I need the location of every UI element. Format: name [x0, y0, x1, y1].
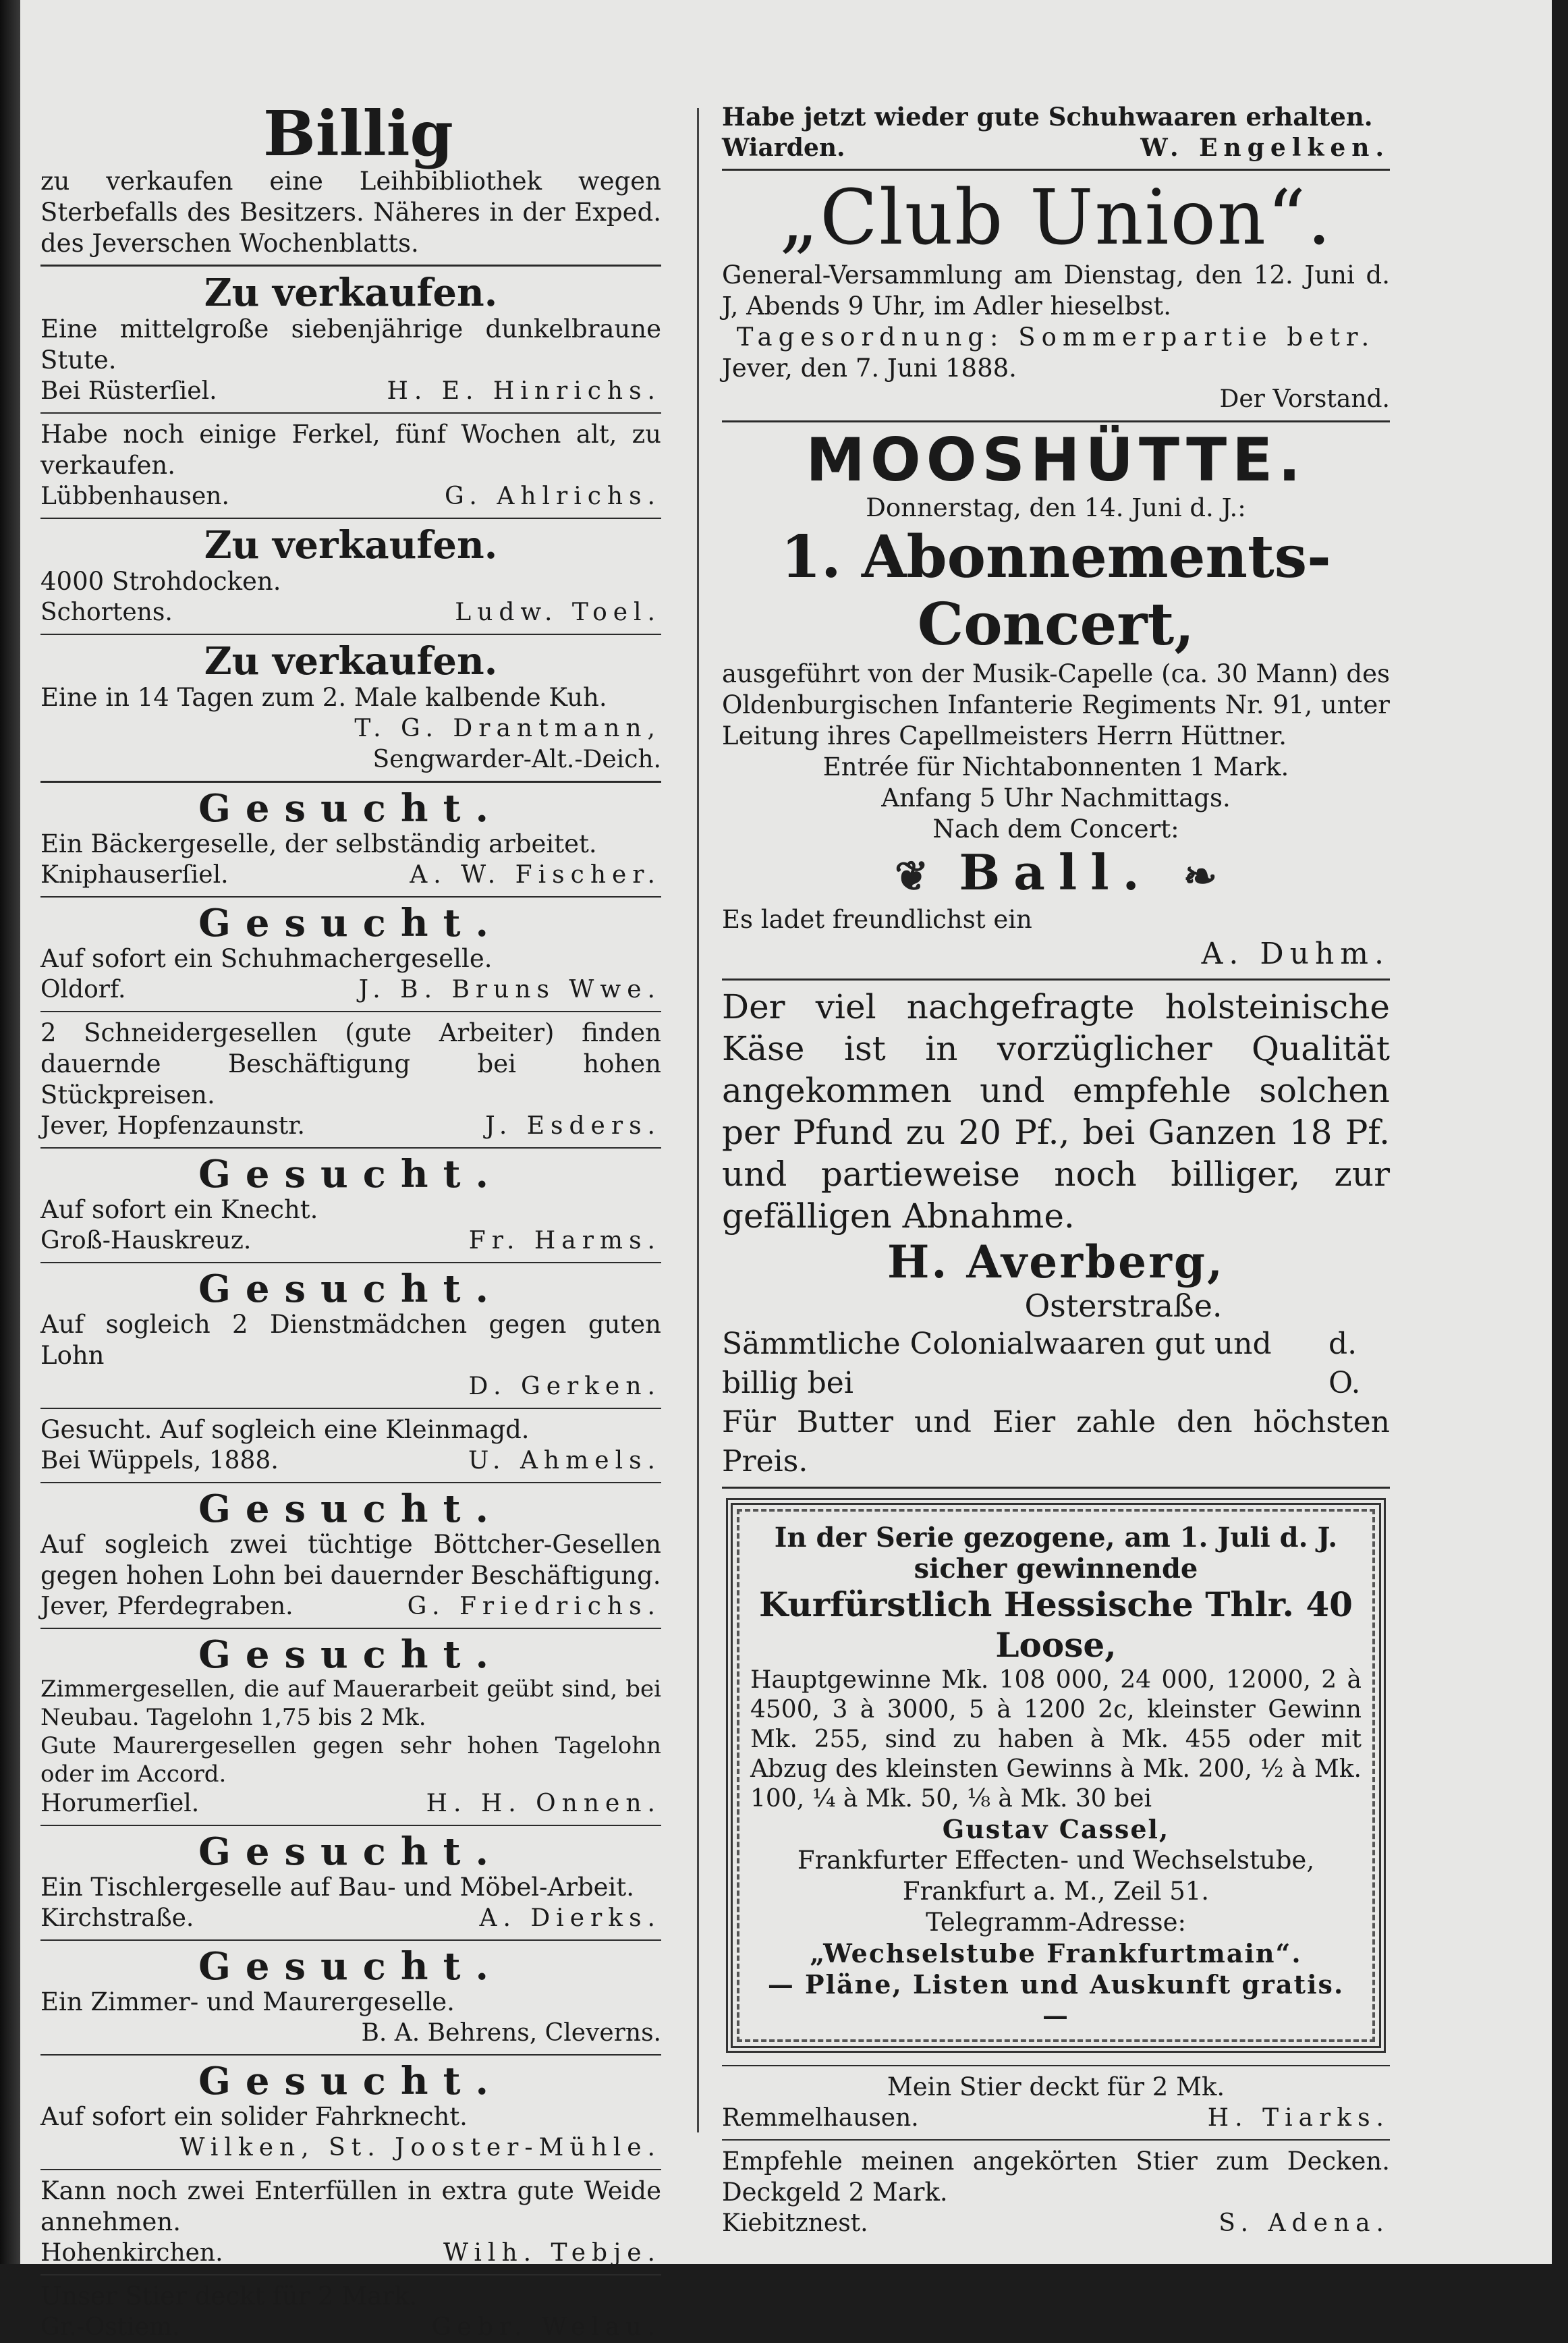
- ad-tischler: [40, 1831, 661, 1934]
- ad-enterfuellen: [40, 2176, 661, 2269]
- divider: [40, 412, 661, 414]
- ad-place: Hohenkirchen.: [40, 2239, 223, 2267]
- divider: [722, 1487, 1390, 1489]
- ad-heading: Gesucht.: [198, 2059, 503, 2103]
- ad-street: Osterstraße.: [1024, 1288, 1223, 1324]
- ad-signature: A. W. Fischer.: [410, 861, 661, 889]
- ad-signature: Wilh. Tebje.: [443, 2239, 661, 2267]
- ad-body: Eine in 14 Tagen zum 2. Male kalbende Kuh.: [40, 683, 607, 712]
- ad-body-2: Gute Maurergesellen gegen sehr hohen Tagelohn oder im Accord.: [40, 1732, 661, 1788]
- ad-place: Kniphauserſiel.: [40, 861, 229, 889]
- ad-ball: Ball.: [959, 844, 1153, 901]
- lotterie-firm: Gustav Cassel,: [942, 1814, 1170, 1844]
- ad-body: ausgeführt von der Musik-Capelle (ca. 30 Mann) des Oldenburgischen Infanterie Regiments Nr. 91, unter Leitung ihres Capellmeisters Herrn Hüttner.: [722, 659, 1390, 750]
- ad-body: Auf sofort ein solider Fahrknecht.: [40, 2102, 468, 2131]
- ad-signature: H. E. Hinrichs.: [387, 377, 661, 405]
- ad-heading: Gesucht.: [198, 786, 503, 831]
- ad-body: Auf sogleich 2 Dienstmädchen gegen guten Lohn: [40, 1310, 661, 1370]
- ad-body: Mein Stier deckt für 2 Mk.: [887, 2072, 1225, 2101]
- ad-start: Anfang 5 Uhr Nachmittags.: [881, 783, 1231, 812]
- ad-heading: Billig: [263, 97, 453, 170]
- ad-signature: H. Tiarks.: [1207, 2104, 1390, 2132]
- ad-kleinmagd: [40, 1414, 661, 1477]
- divider: [40, 1147, 661, 1149]
- ad-place: Kiebitznest.: [722, 2209, 868, 2237]
- ad-body: 2 Schneidergesellen (gute Arbeiter) finden dauernde Beschäftigung bei hohen Stückpreisen.: [40, 1018, 661, 1109]
- column-divider: [697, 108, 699, 2132]
- lotterie-address: Frankfurt a. M., Zeil 51.: [902, 1877, 1210, 1906]
- ad-signature: H. Averberg,: [887, 1236, 1225, 1288]
- divider: [40, 2274, 661, 2276]
- lotterie-title: Kurfürstlich Hessische Thlr. 40 Loose,: [759, 1584, 1353, 1665]
- ad-signature: D. Gerken.: [468, 1373, 661, 1400]
- ad-stier-tiarks: [722, 2072, 1390, 2134]
- ad-body: Kann noch zwei Enterfüllen in extra gute Weide annehmen.: [40, 2176, 661, 2236]
- ad-body: Der viel nachgefragte holsteinische Käse ist in vorzüglicher Qualität angekommen und empfehle solchen per Pfund zu 20 Pf., bei Ganzen 18 Pf. und partieweise noch billiger, zur gefälligen Abnahme.: [722, 987, 1390, 1236]
- ad-schuhwaaren: [722, 101, 1390, 163]
- ad-signature: Ludw. Toel.: [455, 599, 661, 626]
- ad-kaese: [722, 986, 1390, 1481]
- ad-billig: [40, 97, 661, 259]
- ad-place: Oldorf.: [40, 976, 126, 1003]
- divider: [40, 1011, 661, 1012]
- ad-butter: Für Butter und Eier zahle den höchsten Preis.: [722, 1405, 1390, 1479]
- ad-lotterie-box: [726, 1498, 1386, 2053]
- ad-colonial: Sämmtliche Colonialwaaren gut und billig bei: [722, 1327, 1272, 1400]
- ad-after: Nach dem Concert:: [932, 815, 1179, 844]
- divider: [40, 1628, 661, 1629]
- ad-heading: Gesucht.: [198, 1487, 503, 1531]
- lotterie-plans: — Pläne, Listen und Auskunft gratis. —: [767, 1969, 1345, 2031]
- ad-fahrknecht: [40, 2061, 661, 2163]
- ad-signature: S. Adena.: [1219, 2209, 1390, 2237]
- ad-body: Empfehle meinen angekörten Stier zum Decken. Deckgeld 2 Mark.: [722, 2147, 1390, 2207]
- ad-signature: Wilken, St. Jooster-Mühle.: [179, 2134, 661, 2161]
- ad-schneider: [40, 1018, 661, 1142]
- ad-signature: A. Dierks.: [479, 1904, 661, 1932]
- ad-body: Auf sogleich zwei tüchtige Böttcher-Gesellen gegen hohen Lohn bei dauernder Beschäftigung.: [40, 1530, 661, 1590]
- ad-club-union: [722, 176, 1390, 415]
- ad-signature: Gebr. Welau.: [431, 2313, 661, 2341]
- ad-heading: Gesucht.: [198, 1829, 503, 1874]
- ad-place: Remmelhausen.: [722, 2104, 919, 2132]
- lotterie-body: Hauptgewinne Mk. 108 000, 24 000, 12000, 2 à 4500, 3 à 3000, 5 à 1200 2c, kleinster Gewinn Mk. 255, sind zu haben à Mk. 455 oder mit Abzug des kleinsten Gewinns à Mk. 200, ½ à Mk. 100, ¼ à Mk. 50, ⅛ à Mk. 30 bei: [750, 1666, 1362, 1813]
- ad-dienstmaedchen: [40, 1269, 661, 1402]
- ad-signature: Der Vorstand.: [1219, 385, 1390, 413]
- ad-place: Groß-Hauskreuz.: [40, 1227, 252, 1255]
- ad-title: 1. Abonnements-Concert,: [781, 523, 1331, 659]
- ad-signature: G. Friedrichs.: [407, 1593, 661, 1620]
- ad-body: General-Versammlung am Dienstag, den 12. Juni d. J, Abends 9 Uhr, im Adler hieselbst.: [722, 260, 1390, 321]
- ad-date: Jever, den 7. Juni 1888.: [722, 354, 1017, 383]
- ad-body: Ein Bäckergeselle, der selbständig arbeitet.: [40, 829, 597, 858]
- ad-body: Zimmergesellen, die auf Mauerarbeit geübt sind, bei Neubau. Tagelohn 1,75 bis 2 Mk.: [40, 1676, 661, 1731]
- lotterie-firm-2: Frankfurter Effecten- und Wechselstube,: [797, 1846, 1315, 1875]
- ad-body: Ein Zimmer- und Maurergeselle.: [40, 1987, 455, 2016]
- divider: [40, 896, 661, 898]
- ad-ferkel: [40, 419, 661, 512]
- ad-date: Donnerstag, den 14. Juni d. J.:: [866, 493, 1246, 522]
- ad-place: Bei Rüsterſiel.: [40, 377, 217, 405]
- ad-baecker: [40, 788, 661, 891]
- divider: [40, 518, 661, 519]
- ad-signature: J. B. Bruns Wwe.: [358, 976, 661, 1003]
- ad-stier-adena: [722, 2146, 1390, 2239]
- ad-schuhmacher: [40, 903, 661, 1005]
- divider: [722, 2065, 1390, 2066]
- ad-heading: Gesucht.: [198, 1944, 503, 1989]
- divider: [40, 634, 661, 635]
- newspaper-page: [20, 0, 1552, 2341]
- ad-signature: G. Ahlrichs.: [444, 483, 661, 510]
- divider: [722, 2139, 1390, 2141]
- divider: [722, 420, 1390, 422]
- ad-body: Auf sofort ein Schuhmachergeselle.: [40, 944, 493, 973]
- ad-body: Habe noch einige Ferkel, fünf Wochen alt, zu verkaufen.: [40, 420, 661, 480]
- flourish-left-icon: ❦: [895, 853, 929, 900]
- ad-body: Eine mittelgroße siebenjährige dunkelbraune Stute.: [40, 314, 661, 375]
- divider: [40, 265, 661, 267]
- ad-place: Bei Wüppels, 1888.: [40, 1447, 279, 1474]
- ad-heading: „Club Union“.: [779, 174, 1333, 262]
- ad-heading: MOOSHÜTTE.: [806, 425, 1306, 495]
- divider: [40, 1825, 661, 1826]
- ad-heading: Gesucht.: [198, 901, 503, 945]
- ad-mooshuette: [722, 425, 1390, 973]
- divider: [40, 781, 661, 783]
- ad-body: Unser Stier deckt für 2 Mark.: [40, 2282, 418, 2311]
- divider: [40, 1939, 661, 1941]
- ad-place: Jever, Pferdegraben.: [40, 1593, 293, 1620]
- ad-place: Horumerſiel.: [40, 1790, 200, 1817]
- ad-body: 4000 Strohdocken.: [40, 567, 281, 596]
- book-spine: [0, 0, 20, 2264]
- ad-agenda: Tagesordnung: Sommerpartie betr.: [736, 323, 1376, 352]
- ad-place: Schortens.: [40, 599, 173, 626]
- ad-heading: Gesucht.: [198, 1152, 503, 1196]
- ball-line: [722, 845, 1390, 904]
- ad-heading: Zu verkaufen.: [204, 271, 498, 315]
- ad-place: Lübbenhausen.: [40, 483, 229, 510]
- ad-place: Kirchstraße.: [40, 1904, 194, 1932]
- divider: [722, 169, 1390, 171]
- lotterie-intro: In der Serie gezogene, am 1. Juli d. J. sicher gewinnende: [774, 1522, 1338, 1584]
- ad-body: Habe jetzt wieder gute Schuhwaaren erhalten.: [722, 102, 1373, 132]
- divider: [40, 2169, 661, 2170]
- ad-heading: Gesucht.: [198, 1632, 503, 1677]
- lotterie-telegram: Telegramm-Adresse:: [926, 1908, 1186, 1937]
- ad-verkaufen-stute: [40, 272, 661, 407]
- ad-stier-welau: [40, 2281, 661, 2343]
- ad-body: Ein Tischlergeselle auf Bau- und Möbel-Arbeit.: [40, 1873, 635, 1902]
- divider: [40, 1408, 661, 1409]
- lotterie-telegram-address: „Wechselstube Frankfurtmain“.: [810, 1938, 1302, 1968]
- ad-body: Auf sofort ein Knecht.: [40, 1195, 318, 1224]
- ad-signature: B. A. Behrens, Cleverns.: [361, 2019, 661, 2047]
- ad-colonial-sign: d. O.: [1328, 1327, 1361, 1400]
- ad-signature: W. Engelken.: [1140, 134, 1390, 162]
- ad-place: Gr.-Ostiem.: [40, 2313, 180, 2341]
- ad-knecht: [40, 1154, 661, 1257]
- ad-boettcher: [40, 1489, 661, 1622]
- divider: [40, 1262, 661, 1263]
- ad-entree: Entrée für Nichtabonnenten 1 Mark.: [822, 752, 1289, 781]
- flourish-right-icon: ❧: [1183, 853, 1217, 900]
- right-column: [722, 101, 1390, 2239]
- ad-strohdocken: [40, 524, 661, 628]
- ad-body: zu verkaufen eine Leihbibliothek wegen Sterbefalls des Besitzers. Näheres in der Exped. des Jeverschen Wochenblatts.: [40, 167, 661, 258]
- ad-signature: T. G. Drantmann,: [354, 715, 661, 742]
- ad-zimmerer: [40, 1946, 661, 2049]
- ad-place: Sengwarder-Alt.-Deich.: [372, 746, 661, 773]
- ad-signature: J. Esders.: [485, 1112, 661, 1140]
- ad-heading: Zu verkaufen.: [204, 639, 498, 684]
- ad-heading: Gesucht.: [198, 1267, 503, 1311]
- ad-signature: Fr. Harms.: [468, 1227, 661, 1255]
- ad-zimmergesellen: [40, 1634, 661, 1819]
- divider: [40, 2054, 661, 2056]
- ad-signature: A. Duhm.: [1201, 937, 1390, 971]
- ad-heading: Zu verkaufen.: [204, 523, 498, 568]
- ad-signature: U. Ahmels.: [468, 1447, 661, 1474]
- ad-body: Gesucht. Auf sogleich eine Kleinmagd.: [40, 1415, 530, 1444]
- ad-place: Wiarden.: [722, 134, 845, 162]
- ad-signature: H. H. Onnen.: [426, 1790, 661, 1817]
- divider: [722, 978, 1390, 981]
- ad-invite: Es ladet freundlichst ein: [722, 905, 1032, 934]
- left-column: [40, 97, 661, 2343]
- ad-place: Jever, Hopfenzaunstr.: [40, 1112, 305, 1140]
- ad-kuh: [40, 640, 661, 775]
- divider: [40, 1482, 661, 1483]
